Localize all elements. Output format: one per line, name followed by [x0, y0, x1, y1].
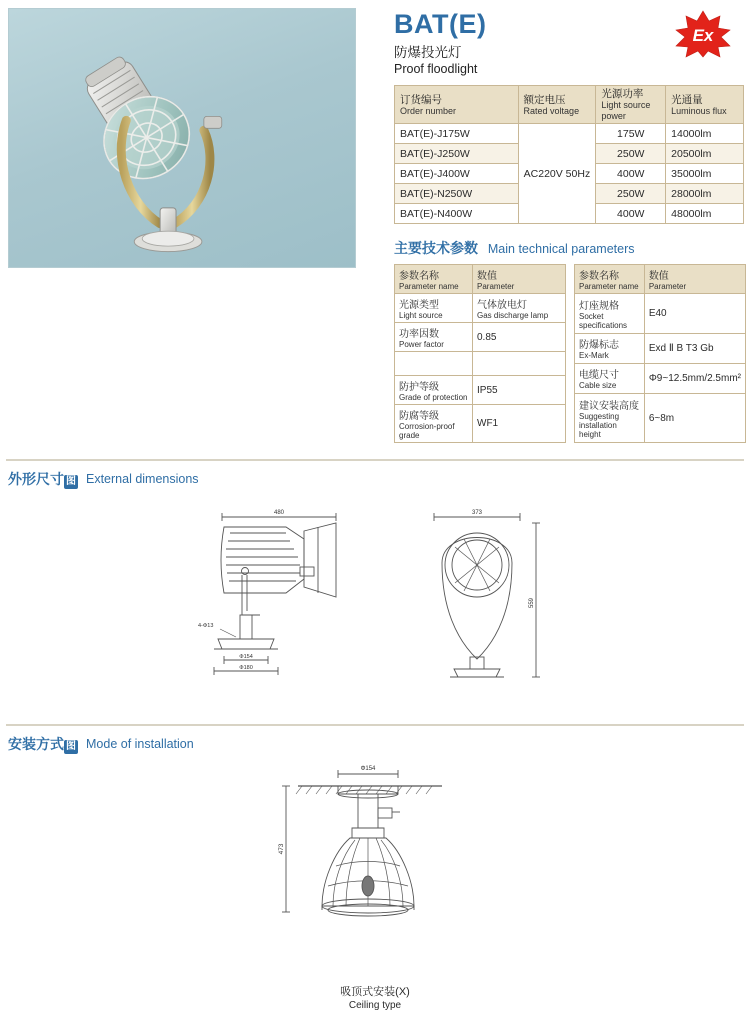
dim-hole-note: 4-Φ13: [198, 623, 214, 630]
product-model: BAT(E): [394, 9, 487, 39]
order-table-header-row: [395, 86, 744, 124]
param-value-cell: WF1: [473, 405, 566, 443]
power-cell: 250W: [596, 144, 666, 164]
order-number-table: [394, 85, 744, 224]
order-table-header-power: 光源功率 Light source power: [596, 86, 666, 124]
table-row: [395, 294, 566, 323]
param-name-cell: 防护等级 Grade of protection: [395, 376, 473, 405]
section-heading-dimensions: [0, 461, 750, 489]
power-cell: 175W: [596, 124, 666, 144]
section-heading-dimensions-cn: 外形尺寸 图: [8, 471, 76, 488]
installation-drawing-svg: [0, 754, 750, 999]
table-row: [575, 363, 746, 393]
param-header-name: 参数名称 Parameter name: [395, 265, 473, 294]
dim-base-inner: Φ154: [239, 654, 253, 661]
dimension-drawing-svg: [0, 493, 750, 708]
dim-base-outer: Φ180: [239, 665, 253, 672]
main-parameters-heading: [394, 238, 746, 258]
table-row: [575, 333, 746, 363]
parameters-tables: [394, 264, 746, 443]
param-value-cell: [473, 352, 566, 376]
param-value-cell: 0.85: [473, 323, 566, 352]
main-parameters-heading-en: Main technical parameters: [487, 242, 635, 257]
dim-height-559: 559: [529, 598, 535, 609]
power-cell: 400W: [596, 164, 666, 184]
section-heading-installation: [0, 726, 750, 754]
square-marker-icon: 图: [66, 741, 76, 753]
order-table-header-order: 订货编号 Order number: [395, 86, 519, 124]
order-cell: BAT(E)-J175W: [395, 124, 519, 144]
table-row: [395, 376, 566, 405]
order-cell: BAT(E)-N400W: [395, 204, 519, 224]
param-name-cell: 光源类型 Light source: [395, 294, 473, 323]
param-header-value: 数值 Parameter: [473, 265, 566, 294]
order-cell: BAT(E)-J250W: [395, 144, 519, 164]
param-value-cell: 6~8m: [644, 394, 745, 443]
install-height: 473: [278, 843, 285, 855]
svg-text:Ex: Ex: [692, 26, 714, 45]
order-cell: BAT(E)-N250W: [395, 184, 519, 204]
section-heading-installation-cn: 安装方式 图: [8, 736, 76, 753]
table-row: [575, 394, 746, 443]
flux-cell: 35000lm: [666, 164, 744, 184]
param-value-cell: Exd Ⅱ B T3 Gb: [644, 333, 745, 363]
param-value-cell: Φ9~12.5mm/2.5mm²: [644, 363, 745, 393]
order-table-header-voltage: 额定电压 Rated voltage: [518, 86, 596, 124]
product-name-cn: 防爆投光灯: [394, 45, 462, 61]
order-cell: BAT(E)-J400W: [395, 164, 519, 184]
parameters-table-right: [574, 264, 746, 443]
table-row: [395, 405, 566, 443]
flux-cell: 28000lm: [666, 184, 744, 204]
main-parameters-heading-cn: 主要技术参数: [394, 240, 478, 257]
table-row: [395, 323, 566, 352]
param-header-value: 数值 Parameter: [644, 265, 745, 294]
dim-width-373: 373: [471, 510, 483, 517]
power-cell: 400W: [596, 204, 666, 224]
top-section: [0, 0, 750, 443]
installation-caption-en: Ceiling type: [348, 999, 402, 1011]
order-table-header-flux: 光通量 Luminous flux: [666, 86, 744, 124]
flux-cell: 48000lm: [666, 204, 744, 224]
ex-certification-badge: [674, 10, 732, 58]
product-photo: [8, 8, 356, 268]
installation-drawing: [0, 754, 750, 1011]
param-header-name: 参数名称 Parameter name: [575, 265, 645, 294]
param-value-cell: E40: [644, 294, 745, 334]
product-name-en: Proof floodlight: [394, 62, 478, 77]
param-name-cell: 防腐等级 Corrosion-proof grade: [395, 405, 473, 443]
param-name-cell: 电缆尺寸 Cable size: [575, 363, 645, 393]
table-row: [575, 294, 746, 334]
section-heading-installation-en: Mode of installation: [86, 737, 194, 752]
flux-cell: 20500lm: [666, 144, 744, 164]
table-row: [395, 124, 744, 144]
table-row: [395, 352, 566, 376]
square-marker-icon: 图: [66, 476, 76, 488]
flux-cell: 14000lm: [666, 124, 744, 144]
param-name-cell: 建议安装高度 Suggesting installation height: [575, 394, 645, 443]
param-value-cell: 气体放电灯 Gas discharge lamp: [473, 294, 566, 323]
param-name-cell: [395, 352, 473, 376]
install-top-diameter: Φ154: [360, 766, 376, 773]
dim-length-480: 480: [273, 510, 285, 517]
voltage-cell: AC220V 50Hz: [518, 124, 596, 224]
param-name-cell: 功率因数 Power factor: [395, 323, 473, 352]
param-value-cell: IP55: [473, 376, 566, 405]
product-info: [356, 8, 746, 443]
power-cell: 250W: [596, 184, 666, 204]
section-heading-dimensions-en: External dimensions: [86, 472, 199, 487]
dimension-drawings: [0, 493, 750, 708]
parameters-table-left: [394, 264, 566, 443]
installation-caption-cn: 吸顶式安装(X): [340, 986, 410, 999]
param-name-cell: 灯座规格 Socket specifications: [575, 294, 645, 334]
floodlight-illustration: [9, 9, 355, 268]
param-name-cell: 防爆标志 Ex-Mark: [575, 333, 645, 363]
